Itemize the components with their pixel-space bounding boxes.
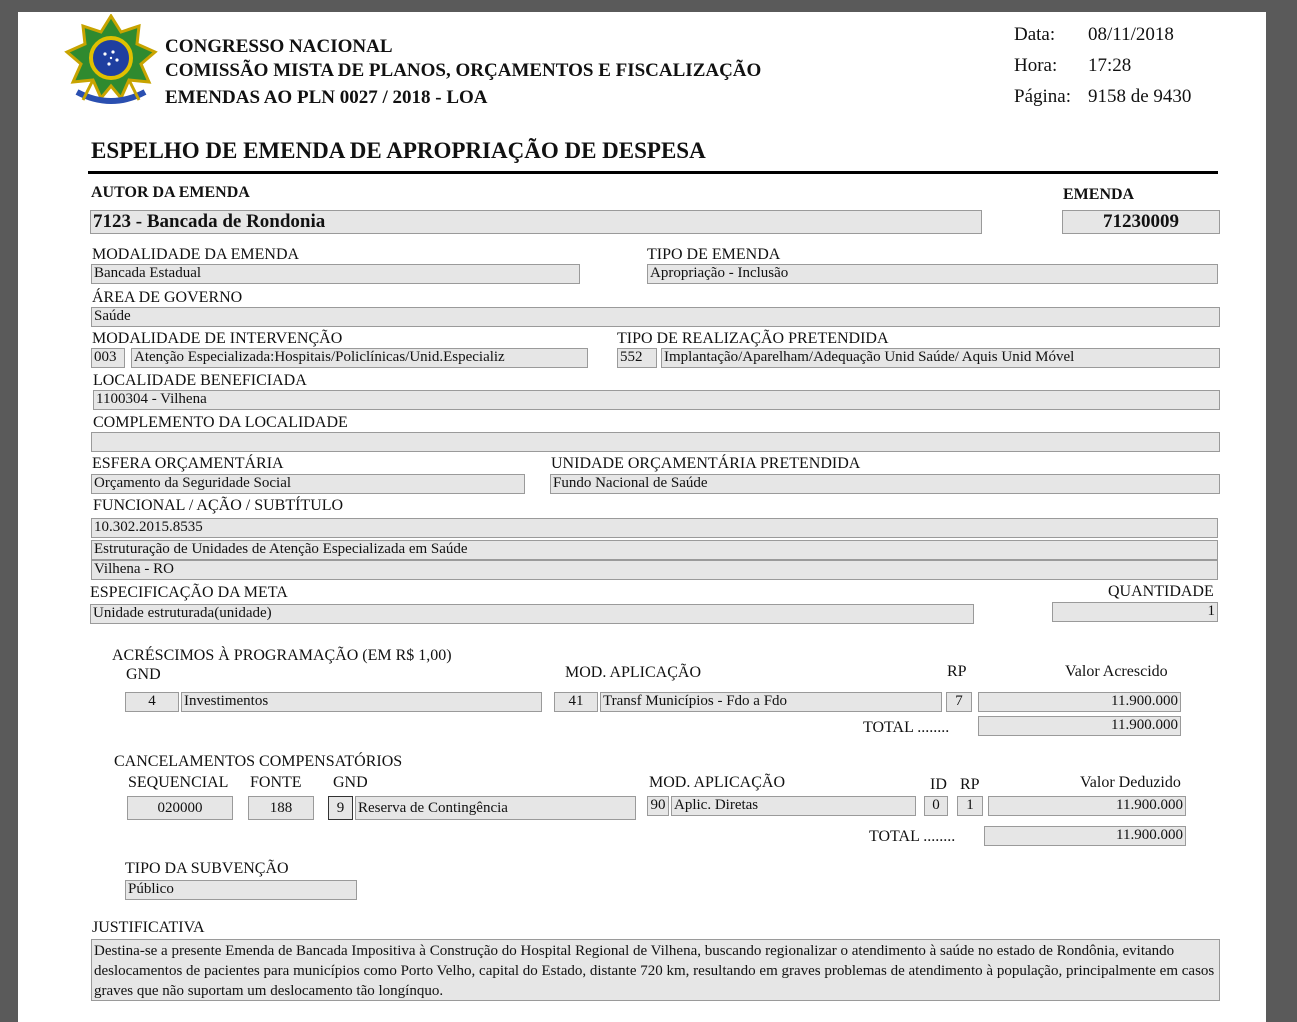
additions-gnd-code: 4 (125, 692, 179, 712)
budget-sphere-label: ESFERA ORÇAMENTÁRIA (92, 455, 284, 472)
date-label: Data: (1014, 24, 1056, 45)
cancellations-gnd-label: GND (333, 774, 368, 791)
modality-field: Bancada Estadual (91, 264, 580, 284)
additions-mod-code: 41 (554, 692, 598, 712)
locality-complement-label: COMPLEMENTO DA LOCALIDADE (93, 414, 348, 431)
cancellations-gnd-code: 9 (328, 796, 353, 820)
cancellations-mod-desc: Aplic. Diretas (671, 796, 916, 816)
intervention-label: MODALIDADE DE INTERVENÇÃO (92, 330, 343, 347)
functional-label: FUNCIONAL / AÇÃO / SUBTÍTULO (93, 497, 344, 514)
budget-unit-field: Fundo Nacional de Saúde (550, 474, 1220, 494)
budget-unit-label: UNIDADE ORÇAMENTÁRIA PRETENDIDA (551, 455, 861, 472)
author-field: 7123 - Bancada de Rondonia (90, 210, 982, 234)
brazil-coat-of-arms-logo (63, 14, 159, 106)
cancellations-id: 0 (924, 796, 948, 816)
time-value: 17:28 (1088, 55, 1132, 76)
amendment-label: EMENDA (1063, 186, 1135, 203)
amendment-number: 71230009 (1062, 210, 1220, 234)
additions-total: 11.900.000 (978, 716, 1181, 736)
subsidy-type-field: Público (125, 880, 357, 900)
cancellations-source-label: FONTE (250, 774, 302, 791)
page-value: 9158 de 9430 (1088, 86, 1192, 107)
government-area-field: Saúde (91, 307, 1220, 327)
cancellations-rp-label: RP (960, 776, 980, 793)
goal-spec-field: Unidade estruturada(unidade) (90, 604, 974, 624)
subsidy-type-label: TIPO DA SUBVENÇÃO (125, 860, 289, 877)
goal-spec-label: ESPECIFICAÇÃO DA META (90, 584, 288, 601)
cancellations-seq: 020000 (127, 796, 233, 820)
realization-type-field: Implantação/Aparelham/Adequação Unid Saúde/ Aquis Unid Móvel (661, 348, 1220, 368)
additions-value: 11.900.000 (978, 692, 1181, 712)
intervention-code: 003 (91, 348, 125, 368)
quantity-field: 1 (1052, 602, 1218, 622)
additions-value-label: Valor Acrescido (1065, 663, 1168, 680)
author-label: AUTOR DA EMENDA (91, 184, 250, 201)
cancellations-total: 11.900.000 (984, 826, 1186, 846)
justification-field: Destina-se a presente Emenda de Bancada Impositiva à Construção do Hospital Regional de Vilhena, buscando regionalizar o atendimento à saúde no estado de Rondônia, evitando deslocamentos de pacientes para municípios como Porto Velho, capital do Estado, distante 720 km, resultando em graves problemas de atendimento à população, principalmente em casos graves que não suportam um deslocamento tão longínquo. (91, 939, 1220, 1001)
government-area-label: ÁREA DE GOVERNO (92, 289, 243, 306)
document-title: ESPELHO DE EMENDA DE APROPRIAÇÃO DE DESPESA (91, 138, 706, 163)
realization-code: 552 (617, 348, 657, 368)
page-label: Página: (1014, 86, 1071, 107)
cancellations-title: CANCELAMENTOS COMPENSATÓRIOS (114, 753, 403, 770)
functional-code-field: 10.302.2015.8535 (91, 518, 1218, 538)
modality-label: MODALIDADE DA EMENDA (92, 246, 300, 263)
quantity-label: QUANTIDADE (1108, 583, 1214, 600)
date-value: 08/11/2018 (1088, 24, 1174, 45)
additions-gnd-desc: Investimentos (181, 692, 542, 712)
justification-label: JUSTIFICATIVA (92, 919, 205, 936)
action-field: Estruturação de Unidades de Atenção Especializada em Saúde (91, 540, 1218, 560)
cancellations-value: 11.900.000 (988, 796, 1186, 816)
cancellations-id-label: ID (930, 776, 947, 793)
additions-mod-label: MOD. APLICAÇÃO (565, 664, 702, 681)
header-line-1: CONGRESSO NACIONAL (165, 36, 393, 57)
additions-title: ACRÉSCIMOS À PROGRAMAÇÃO (EM R$ 1,00) (112, 647, 452, 664)
additions-total-label: TOTAL ........ (863, 719, 950, 736)
cancellations-gnd-desc: Reserva de Contingência (355, 796, 636, 820)
header-line-2: COMISSÃO MISTA DE PLANOS, ORÇAMENTOS E FISCALIZAÇÃO (165, 60, 762, 81)
cancellations-rp: 1 (957, 796, 983, 816)
locality-label: LOCALIDADE BENEFICIADA (93, 372, 307, 389)
additions-rp: 7 (946, 692, 972, 712)
cancellations-source: 188 (248, 796, 314, 820)
realization-type-label: TIPO DE REALIZAÇÃO PRETENDIDA (617, 330, 889, 347)
locality-field: 1100304 - Vilhena (93, 390, 1220, 410)
additions-mod-desc: Transf Municípios - Fdo a Fdo (600, 692, 942, 712)
locality-complement-field (91, 432, 1220, 452)
cancellations-mod-label: MOD. APLICAÇÃO (649, 774, 786, 791)
additions-rp-label: RP (947, 663, 967, 680)
cancellations-total-label: TOTAL ........ (869, 828, 956, 845)
amendment-type-field: Apropriação - Inclusão (647, 264, 1218, 284)
subtitle-field: Vilhena - RO (91, 560, 1218, 580)
cancellations-mod-code: 90 (647, 796, 669, 816)
time-label: Hora: (1014, 55, 1058, 76)
intervention-field: Atenção Especializada:Hospitais/Policlínicas/Unid.Especializ (131, 348, 588, 368)
header-line-3: EMENDAS AO PLN 0027 / 2018 - LOA (165, 87, 488, 108)
budget-sphere-field: Orçamento da Seguridade Social (91, 474, 525, 494)
title-rule (88, 171, 1218, 174)
amendment-type-label: TIPO DE EMENDA (647, 246, 781, 263)
cancellations-value-label: Valor Deduzido (1080, 774, 1181, 791)
additions-gnd-label: GND (126, 666, 161, 683)
cancellations-seq-label: SEQUENCIAL (128, 774, 229, 791)
document-page (18, 12, 1266, 1022)
